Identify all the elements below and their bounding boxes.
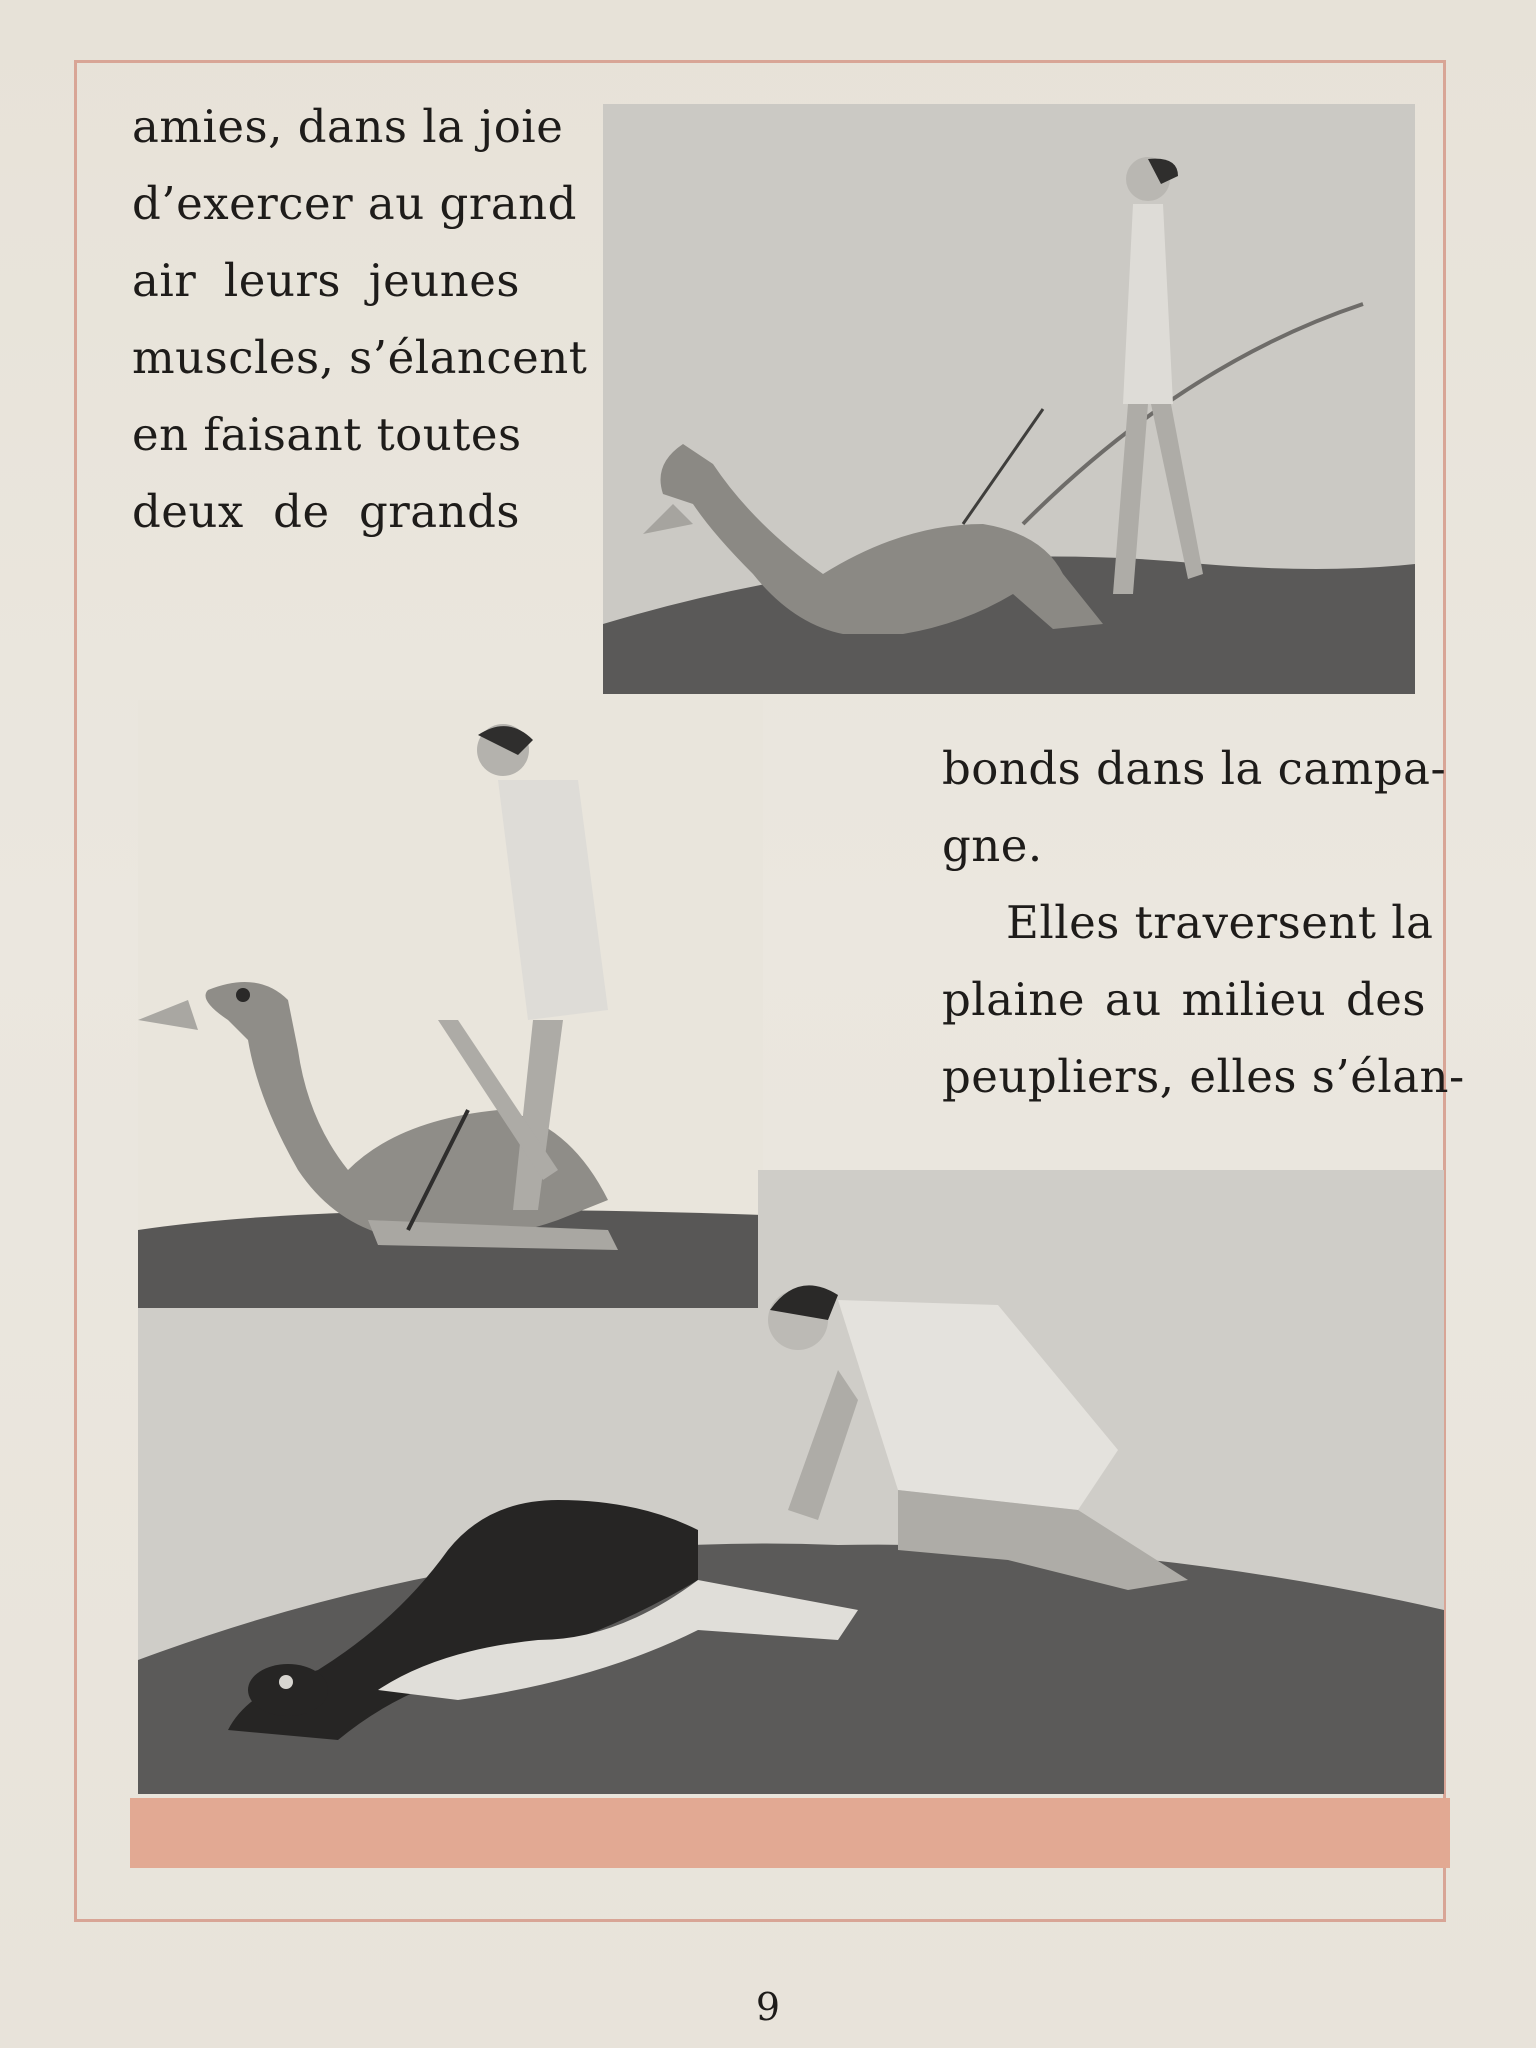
text-line: plaine au milieu des xyxy=(942,973,1426,1026)
text-line: gne. xyxy=(942,819,1043,872)
text-line: Elles traversent la xyxy=(1006,896,1434,949)
text-line: en faisant toutes xyxy=(132,408,522,461)
page-number: 9 xyxy=(755,1985,781,2029)
text-line: amies, dans la joie xyxy=(132,100,564,153)
huntress-bow-illustration xyxy=(603,104,1415,694)
text-line: bonds dans la campa- xyxy=(942,742,1447,795)
text-line: muscles, s’élancent xyxy=(132,331,588,384)
text-block-right xyxy=(942,730,1465,1115)
text-line: deux de grands xyxy=(132,485,520,538)
huntress-kneeling-illustration xyxy=(138,1170,1444,1794)
text-block-top xyxy=(132,88,588,550)
text-line: air leurs jeunes xyxy=(132,254,520,307)
accent-band xyxy=(130,1798,1450,1868)
text-line: d’exercer au grand xyxy=(132,177,577,230)
text-line: peupliers, elles s’élan- xyxy=(942,1050,1465,1103)
